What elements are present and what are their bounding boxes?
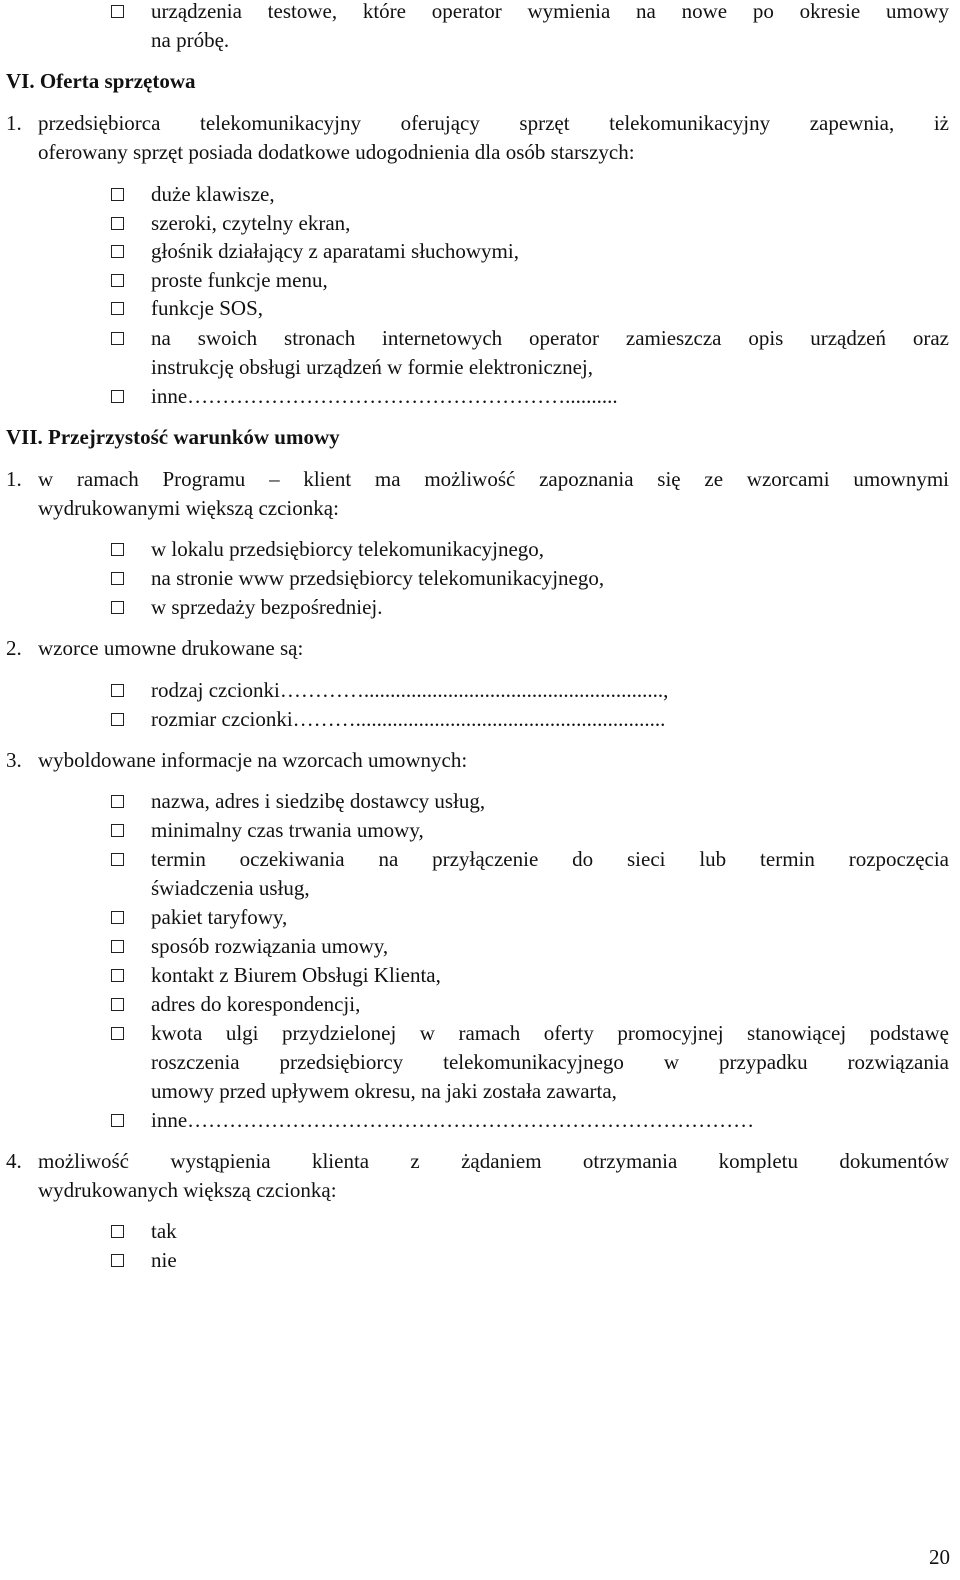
checkbox-label: rozmiar czcionki………...........................................................: [151, 707, 666, 731]
checkbox-icon[interactable]: [111, 217, 124, 230]
checkbox-icon[interactable]: [111, 572, 124, 585]
checkbox-item[interactable]: [111, 845, 949, 903]
paragraph: wyboldowane informacje na wzorcach umownych:: [38, 748, 468, 772]
checkbox-label: tak: [151, 1219, 177, 1243]
checkbox-label: minimalny czas trwania umowy,: [151, 818, 424, 842]
checkbox-item[interactable]: [111, 990, 949, 1019]
checkbox-label: urządzenia testowe, które operator wymienia na nowe po okresie umowy: [151, 0, 949, 23]
checkbox-label: sposób rozwiązania umowy,: [151, 934, 389, 958]
paragraph-number: 2.: [6, 636, 22, 660]
checkbox-icon[interactable]: [111, 824, 124, 837]
checkbox-label-cont: umowy przed upływem okresu, na jaki została zawarta,: [151, 1079, 617, 1103]
checkbox-item[interactable]: [111, 593, 949, 622]
checkbox-label: duże klawisze,: [151, 182, 275, 206]
checkbox-label: rodzaj czcionki………….........................................................,: [151, 678, 669, 702]
checkbox-item[interactable]: [111, 1246, 949, 1275]
checkbox-icon[interactable]: [111, 911, 124, 924]
checkbox-item[interactable]: [111, 816, 949, 845]
checkbox-label: pakiet taryfowy,: [151, 905, 288, 929]
checkbox-item[interactable]: [111, 180, 949, 209]
checkbox-label: inne………………………………………………………………………: [151, 1108, 755, 1132]
checkbox-icon[interactable]: [111, 853, 124, 866]
checkbox-label: nie: [151, 1248, 177, 1272]
checkbox-item[interactable]: [111, 903, 949, 932]
checkbox-item[interactable]: [111, 266, 949, 295]
paragraph: wzorce umowne drukowane są:: [38, 636, 304, 660]
checkbox-label: proste funkcje menu,: [151, 268, 328, 292]
checkbox-item[interactable]: [111, 787, 949, 816]
checkbox-label: kwota ulgi przydzielonej w ramach oferty promocyjnej stanowiącej podstawę: [151, 1021, 949, 1045]
checkbox-item[interactable]: [111, 237, 949, 266]
checkbox-icon[interactable]: [111, 188, 124, 201]
checkbox-item[interactable]: [111, 294, 949, 323]
checkbox-item[interactable]: [111, 1217, 949, 1246]
checkbox-icon[interactable]: [111, 1254, 124, 1267]
paragraph-number: 1.: [6, 111, 22, 135]
checkbox-label: szeroki, czytelny ekran,: [151, 211, 351, 235]
checkbox-item[interactable]: [111, 961, 949, 990]
paragraph-number: 1.: [6, 467, 22, 491]
checkbox-label: termin oczekiwania na przyłączenie do sieci lub termin rozpoczęcia: [151, 847, 949, 871]
checkbox-label: inne………………………………………………..........: [151, 384, 618, 408]
checkbox-icon[interactable]: [111, 684, 124, 697]
checkbox-icon[interactable]: [111, 390, 124, 403]
checkbox-icon[interactable]: [111, 940, 124, 953]
checkbox-label: w sprzedaży bezpośredniej.: [151, 595, 383, 619]
checkbox-item[interactable]: [111, 932, 949, 961]
checkbox-label: na stronie www przedsiębiorcy telekomunikacyjnego,: [151, 566, 605, 590]
checkbox-item[interactable]: [111, 1019, 949, 1106]
checkbox-icon[interactable]: [111, 969, 124, 982]
paragraph-number: 4.: [6, 1149, 22, 1173]
checkbox-label-cont: roszczenia przedsiębiorcy telekomunikacyjnego w przypadku rozwiązania: [151, 1050, 949, 1074]
paragraph: w ramach Programu – klient ma możliwość zapoznania się ze wzorcami umownymi wydrukowanymi większą czcionką:: [38, 467, 949, 520]
checkbox-label: głośnik działający z aparatami słuchowymi,: [151, 239, 519, 263]
checkbox-item[interactable]: [111, 1106, 949, 1135]
checkbox-icon[interactable]: [111, 5, 124, 18]
checkbox-icon[interactable]: [111, 245, 124, 258]
checkbox-item[interactable]: [111, 382, 949, 411]
checkbox-label: kontakt z Biurem Obsługi Klienta,: [151, 963, 441, 987]
checkbox-icon[interactable]: [111, 795, 124, 808]
section-heading: VII. Przejrzystość warunków umowy: [6, 425, 340, 449]
paragraph: przedsiębiorca telekomunikacyjny oferujący sprzęt telekomunikacyjny zapewnia, iż oferowany sprzęt posiada dodatkowe udogodnienia dla osób starszych:: [38, 111, 949, 164]
checkbox-label: w lokalu przedsiębiorcy telekomunikacyjnego,: [151, 537, 545, 561]
checkbox-item[interactable]: [111, 324, 949, 382]
paragraph-number: 3.: [6, 748, 22, 772]
checkbox-label: funkcje SOS,: [151, 296, 263, 320]
checkbox-item[interactable]: [111, 705, 949, 734]
checkbox-item[interactable]: [111, 676, 949, 705]
page-number: 20: [929, 1545, 950, 1569]
checkbox-item[interactable]: [111, 0, 949, 55]
checkbox-label: nazwa, adres i siedzibę dostawcy usług,: [151, 789, 486, 813]
checkbox-icon[interactable]: [111, 543, 124, 556]
checkbox-item[interactable]: [111, 535, 949, 564]
checkbox-item[interactable]: [111, 564, 949, 593]
checkbox-item[interactable]: [111, 209, 949, 238]
checkbox-icon[interactable]: [111, 302, 124, 315]
checkbox-icon[interactable]: [111, 332, 124, 345]
checkbox-icon[interactable]: [111, 713, 124, 726]
checkbox-icon[interactable]: [111, 998, 124, 1011]
checkbox-label: adres do korespondencji,: [151, 992, 361, 1016]
checkbox-label: na swoich stronach internetowych operator zamieszcza opis urządzeń oraz: [151, 326, 949, 350]
paragraph: możliwość wystąpienia klienta z żądaniem otrzymania kompletu dokumentów wydrukowanych większą czcionką:: [38, 1149, 949, 1202]
section-heading: VI. Oferta sprzętowa: [6, 69, 196, 93]
checkbox-label-cont: świadczenia usług,: [151, 876, 310, 900]
checkbox-icon[interactable]: [111, 274, 124, 287]
checkbox-icon[interactable]: [111, 601, 124, 614]
checkbox-label-cont: instrukcję obsługi urządzeń w formie elektronicznej,: [151, 355, 594, 379]
checkbox-icon[interactable]: [111, 1114, 124, 1127]
checkbox-icon[interactable]: [111, 1027, 124, 1040]
checkbox-icon[interactable]: [111, 1225, 124, 1238]
checkbox-label-cont: na próbę.: [151, 28, 230, 52]
